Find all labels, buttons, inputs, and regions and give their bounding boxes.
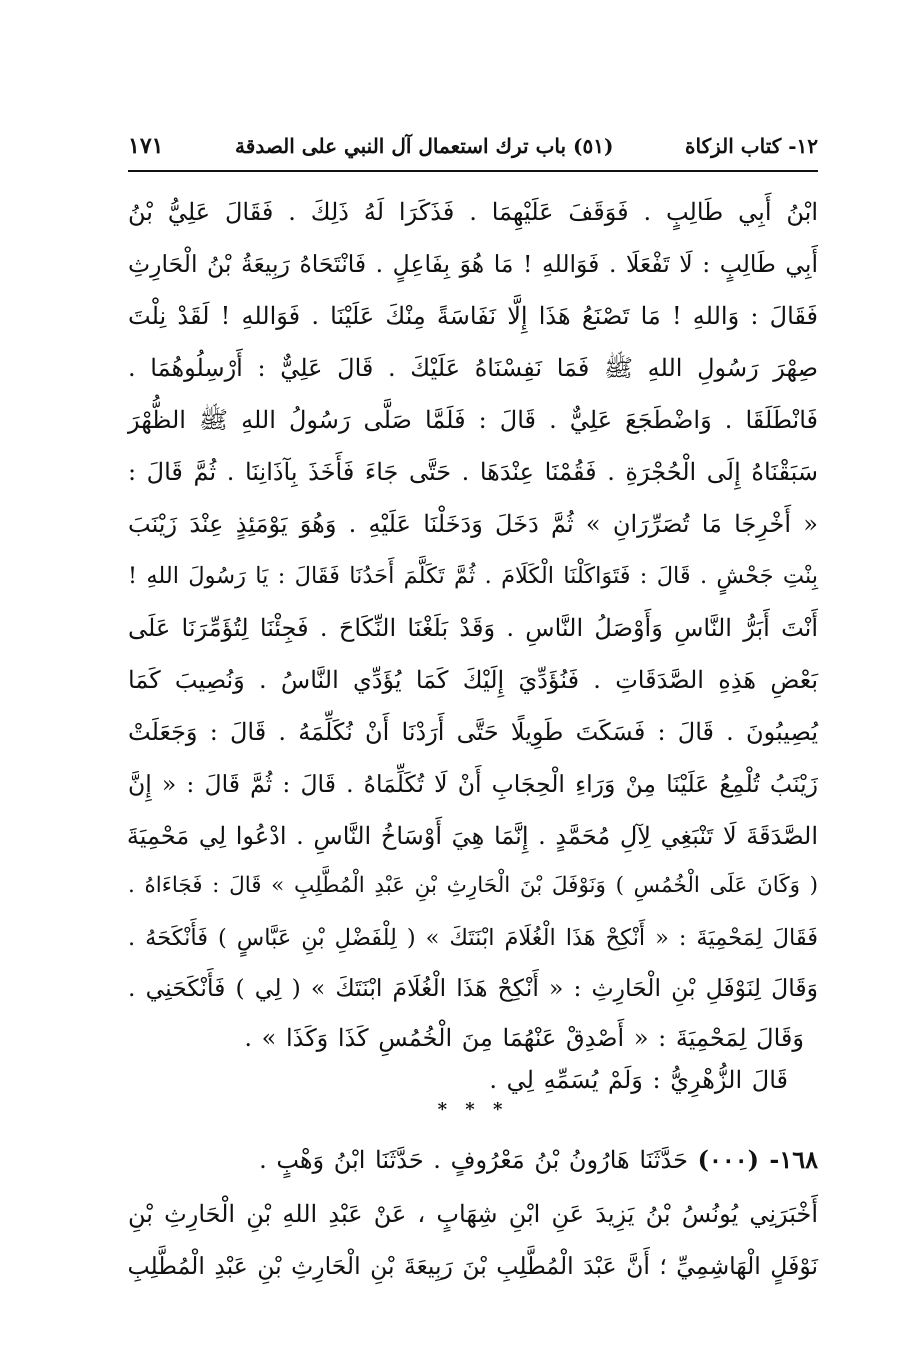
header-rule — [128, 170, 818, 172]
text-line: ( وَكَانَ عَلَى الْخُمُسِ ) وَنَوْفَلَ بْنَ الْحَارِثِ بْنِ عَبْدِ الْمُطَّلِبِ » قَالَ : فَجَاءَاهُ . — [128, 873, 818, 898]
text-line: بِنْتِ جَحْشٍ . قَالَ : فَتَوَاكَلْنَا الْكَلَامَ . ثُمَّ تَكَلَّمَ أَحَدُنَا فَقَالَ : يَا رَسُولَ اللهِ ! — [128, 563, 818, 589]
text-line: وَقَالَ لِمَحْمِيَةَ : « أَصْدِقْ عَنْهُمَا مِنَ الْخُمُسِ كَذَا وَكَذَا » . — [244, 1024, 804, 1052]
text-line: أَنْتَ أَبَرُّ النَّاسِ وَأَوْصَلُ النَّاسِ . وَقَدْ بَلَغْنَا النِّكَاحَ . فَجِئْنَا لِتُؤَمِّرَنَا عَلَى — [128, 614, 818, 642]
hadith-number: ١٦٨- (٠٠٠) — [697, 1145, 818, 1174]
page-header — [128, 128, 818, 164]
text-line: قَالَ الزُّهْرِيُّ : وَلَمْ يُسَمِّهِ لِي . — [489, 1066, 788, 1094]
page-number: ١٧١ — [128, 133, 164, 159]
text-line: أَبِي طَالِبٍ : لَا تَفْعَلَا . فَوَاللهِ ! مَا هُوَ بِفَاعِلٍ . فَانْتَحَاهُ رَبِيعَةُ بْنُ الْحَارِثِ — [128, 250, 818, 278]
text-line: بَعْضِ هَذِهِ الصَّدَقَاتِ . فَنُؤَدِّيَ إِلَيْكَ كَمَا يُؤَدِّي النَّاسُ . وَنُصِيبَ كَمَا — [128, 666, 818, 694]
text-line: فَانْطَلَقَا . وَاضْطَجَعَ عَلِيٌّ . قَالَ : فَلَمَّا صَلَّى رَسُولُ اللهِ ﷺ الظُّهْرَ — [128, 406, 818, 434]
section-separator: * * * — [437, 1099, 509, 1120]
text-line: فَقَالَ : وَاللهِ ! مَا تَصْنَعُ هَذَا إِلَّا نَفَاسَةً مِنْكَ عَلَيْنَا . فَوَاللهِ ! لَقَدْ نِلْتَ — [128, 302, 818, 330]
text-line: ابْنُ أَبِي طَالِبٍ . فَوَقَفَ عَلَيْهِمَا . فَذَكَرَا لَهُ ذَلِكَ . فَقَالَ عَلِيُّ بْنُ — [128, 198, 818, 226]
text-line: وَقَالَ لِنَوْفَلِ بْنِ الْحَارِثِ : « أَنْكِحْ هَذَا الْغُلَامَ ابْنَتَكَ » ( لِي ) فَأَنْكَحَنِي . — [128, 974, 818, 1002]
text-line: يُصِيبُونَ . قَالَ : فَسَكَتَ طَوِيلًا حَتَّى أَرَدْنَا أَنْ نُكَلِّمَهُ . قَالَ : وَجَعَلَتْ — [128, 718, 818, 746]
text-line: زَيْنَبُ تُلْمِعُ عَلَيْنَا مِنْ وَرَاءِ الْحِجَابِ أَنْ لَا تُكَلِّمَاهُ . قَالَ : ثُمَّ قَالَ : « إِنَّ — [128, 770, 818, 798]
chapter-title: ١٢- كتاب الزكاة — [685, 134, 818, 158]
text-line: صِهْرَ رَسُولِ اللهِ ﷺ فَمَا نَفِسْنَاهُ عَلَيْكَ . قَالَ عَلِيٌّ : أَرْسِلُوهُمَا . — [128, 354, 818, 382]
text-line: أَخْبَرَنِي يُونُسُ بْنُ يَزِيدَ عَنِ ابْنِ شِهَابٍ ، عَنْ عَبْدِ اللهِ بْنِ الْحَارِثِ بْنِ — [128, 1200, 818, 1228]
hadith-text: حَدَّثَنَا هَارُونُ بْنُ مَعْرُوفٍ . حَدَّثَنَا ابْنُ وَهْبٍ . — [259, 1146, 688, 1174]
text-line: سَبَقْنَاهُ إِلَى الْحُجْرَةِ . فَقُمْنَا عِنْدَهَا . حَتَّى جَاءَ فَأَخَذَ بِآذَانِنَا . ثُمَّ قَالَ : — [128, 458, 818, 486]
section-title: (٥١) باب ترك استعمال آل النبي على الصدقة — [235, 134, 614, 158]
text-line: « أَخْرِجَا مَا تُصَرِّرَانِ » ثُمَّ دَخَلَ وَدَخَلْنَا عَلَيْهِ . وَهُوَ يَوْمَئِذٍ عِنْدَ زَيْنَبَ — [128, 510, 818, 538]
hadith-heading-line — [128, 1140, 818, 1180]
text-line: نَوْفَلٍ الْهَاشِمِيِّ ؛ أَنَّ عَبْدَ الْمُطَّلِبِ بْنَ رَبِيعَةَ بْنِ الْحَارِثِ بْنِ عَبْدِ الْمُطَّلِبِ — [127, 1252, 818, 1280]
text-line: فَقَالَ لِمَحْمِيَةَ : « أَنْكِحْ هَذَا الْغُلَامَ ابْنَتَكَ » ( لِلْفَضْلِ بْنِ عَبَّاسٍ ) فَأَنْكَحَهُ . — [128, 925, 818, 951]
text-line: الصَّدَقَةَ لَا تَنْبَغِي لِآلِ مُحَمَّدٍ . إِنَّمَا هِيَ أَوْسَاخُ النَّاسِ . ادْعُوا لِي مَحْمِيَةَ — [126, 822, 818, 850]
